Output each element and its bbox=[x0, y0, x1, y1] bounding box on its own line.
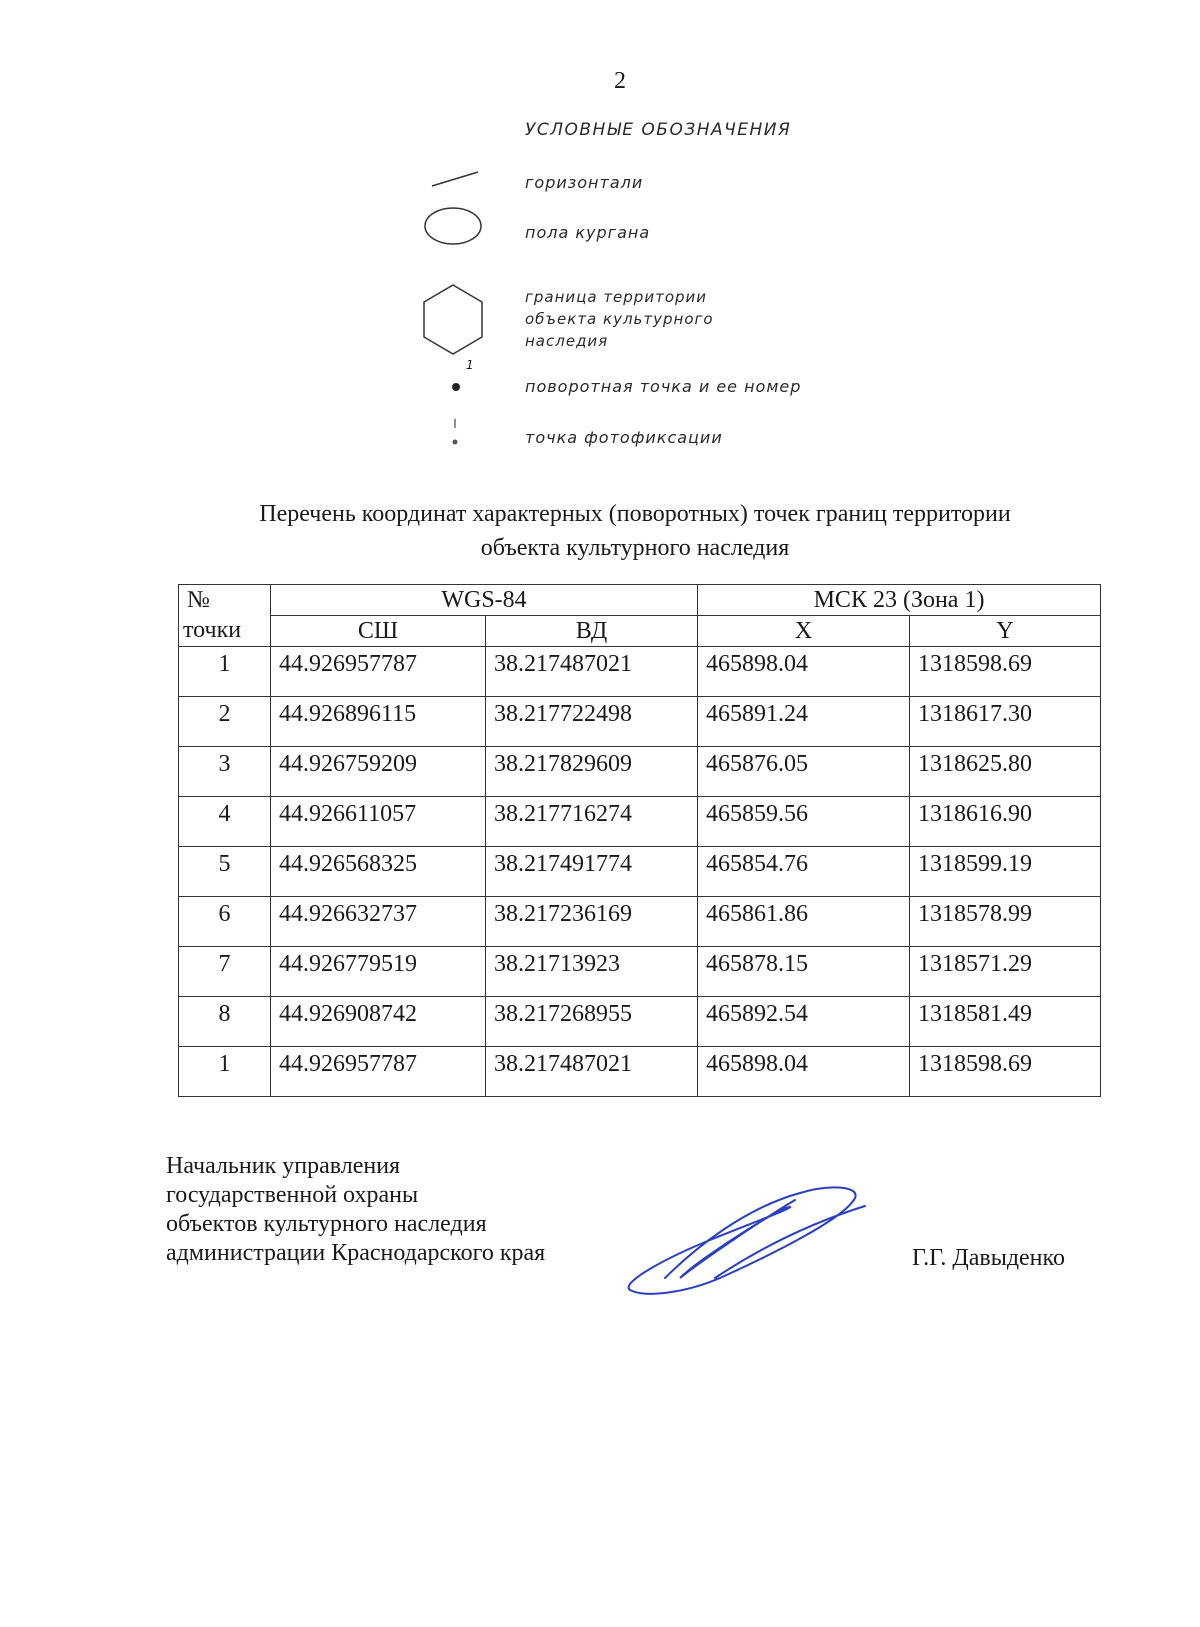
y-cell: 1318571.29 bbox=[910, 947, 1101, 997]
y-cell: 1318581.49 bbox=[910, 997, 1101, 1047]
page-number: 2 bbox=[614, 68, 626, 94]
table-row bbox=[179, 797, 1101, 847]
header-x: X bbox=[698, 616, 910, 647]
x-cell: 465892.54 bbox=[698, 997, 910, 1047]
header-num: № bbox=[179, 585, 271, 616]
latitude-cell: 44.926779519 bbox=[271, 947, 486, 997]
photo-point-icon bbox=[450, 418, 464, 448]
point-number-cell: 1 bbox=[179, 647, 271, 697]
point-number-cell: 8 bbox=[179, 997, 271, 1047]
signatory-title-line: Начальник управления bbox=[166, 1153, 401, 1179]
longitude-cell: 38.217491774 bbox=[486, 847, 698, 897]
point-number-cell: 7 bbox=[179, 947, 271, 997]
contour-line-icon bbox=[430, 168, 482, 190]
y-cell: 1318616.90 bbox=[910, 797, 1101, 847]
legend-label-boundary-line: граница территории bbox=[525, 288, 708, 306]
latitude-cell: 44.926632737 bbox=[271, 897, 486, 947]
x-cell: 465878.15 bbox=[698, 947, 910, 997]
header-point: точки bbox=[179, 616, 271, 647]
handwritten-signature bbox=[625, 1178, 885, 1303]
x-cell: 465859.56 bbox=[698, 797, 910, 847]
x-cell: 465898.04 bbox=[698, 647, 910, 697]
latitude-cell: 44.926568325 bbox=[271, 847, 486, 897]
table-row bbox=[179, 997, 1101, 1047]
table-row bbox=[179, 847, 1101, 897]
longitude-cell: 38.217716274 bbox=[486, 797, 698, 847]
longitude-cell: 38.217829609 bbox=[486, 747, 698, 797]
point-number-cell: 1 bbox=[179, 1047, 271, 1097]
legend-title: УСЛОВНЫЕ ОБОЗНАЧЕНИЯ bbox=[525, 120, 792, 140]
signature-block bbox=[166, 1152, 545, 1268]
legend-label-boundary bbox=[525, 286, 714, 352]
header-lat: СШ bbox=[271, 616, 486, 647]
signatory-title-line: государственной охраны bbox=[166, 1182, 419, 1208]
table-row bbox=[179, 897, 1101, 947]
legend-label-mound: пола кургана bbox=[525, 223, 651, 242]
latitude-cell: 44.926759209 bbox=[271, 747, 486, 797]
longitude-cell: 38.21713923 bbox=[486, 947, 698, 997]
legend-label-contour: горизонтали bbox=[525, 173, 644, 192]
point-number-cell: 3 bbox=[179, 747, 271, 797]
ellipse-icon bbox=[422, 205, 486, 247]
legend-label-boundary-line: объекта культурного bbox=[525, 310, 714, 328]
signatory-title-line: объектов культурного наследия bbox=[166, 1211, 487, 1237]
header-y: Y bbox=[910, 616, 1101, 647]
table-row bbox=[179, 697, 1101, 747]
table-row bbox=[179, 1047, 1101, 1097]
latitude-cell: 44.926908742 bbox=[271, 997, 486, 1047]
x-cell: 465898.04 bbox=[698, 1047, 910, 1097]
longitude-cell: 38.217236169 bbox=[486, 897, 698, 947]
hexagon-icon bbox=[420, 282, 486, 358]
x-cell: 465861.86 bbox=[698, 897, 910, 947]
y-cell: 1318598.69 bbox=[910, 647, 1101, 697]
y-cell: 1318617.30 bbox=[910, 697, 1101, 747]
longitude-cell: 38.217268955 bbox=[486, 997, 698, 1047]
legend-label-turning-point: поворотная точка и ее номер bbox=[525, 377, 802, 396]
longitude-cell: 38.217487021 bbox=[486, 1047, 698, 1097]
x-cell: 465854.76 bbox=[698, 847, 910, 897]
y-cell: 1318599.19 bbox=[910, 847, 1101, 897]
latitude-cell: 44.926957787 bbox=[271, 1047, 486, 1097]
table-title-line: Перечень координат характерных (поворотных) точек границ территории bbox=[259, 501, 1011, 527]
header-wgs84: WGS-84 bbox=[271, 585, 698, 616]
x-cell: 465876.05 bbox=[698, 747, 910, 797]
table-row bbox=[179, 747, 1101, 797]
point-number-cell: 2 bbox=[179, 697, 271, 747]
latitude-cell: 44.926957787 bbox=[271, 647, 486, 697]
header-lon: ВД bbox=[486, 616, 698, 647]
y-cell: 1318598.69 bbox=[910, 1047, 1101, 1097]
longitude-cell: 38.217487021 bbox=[486, 647, 698, 697]
latitude-cell: 44.926896115 bbox=[271, 697, 486, 747]
signatory-name: Г.Г. Давыденко bbox=[912, 1245, 1065, 1271]
point-number-cell: 6 bbox=[179, 897, 271, 947]
point-number-cell: 5 bbox=[179, 847, 271, 897]
header-msk23: МСК 23 (Зона 1) bbox=[698, 585, 1101, 616]
x-cell: 465891.24 bbox=[698, 697, 910, 747]
point-number-cell: 4 bbox=[179, 797, 271, 847]
legend-label-photo-point: точка фотофиксации bbox=[525, 428, 723, 447]
table-row bbox=[179, 947, 1101, 997]
y-cell: 1318578.99 bbox=[910, 897, 1101, 947]
table-title bbox=[0, 497, 1200, 565]
y-cell: 1318625.80 bbox=[910, 747, 1101, 797]
latitude-cell: 44.926611057 bbox=[271, 797, 486, 847]
longitude-cell: 38.217722498 bbox=[486, 697, 698, 747]
table-title-line: объекта культурного наследия bbox=[480, 535, 790, 561]
signatory-title-line: администрации Краснодарского края bbox=[166, 1240, 546, 1266]
table-subheader-row bbox=[179, 616, 1101, 647]
turning-point-number: 1 bbox=[466, 358, 474, 372]
legend-label-boundary-line: наследия bbox=[525, 332, 609, 350]
table-header-row bbox=[179, 585, 1101, 616]
table-row bbox=[179, 647, 1101, 697]
coordinates-table bbox=[178, 584, 1101, 1097]
